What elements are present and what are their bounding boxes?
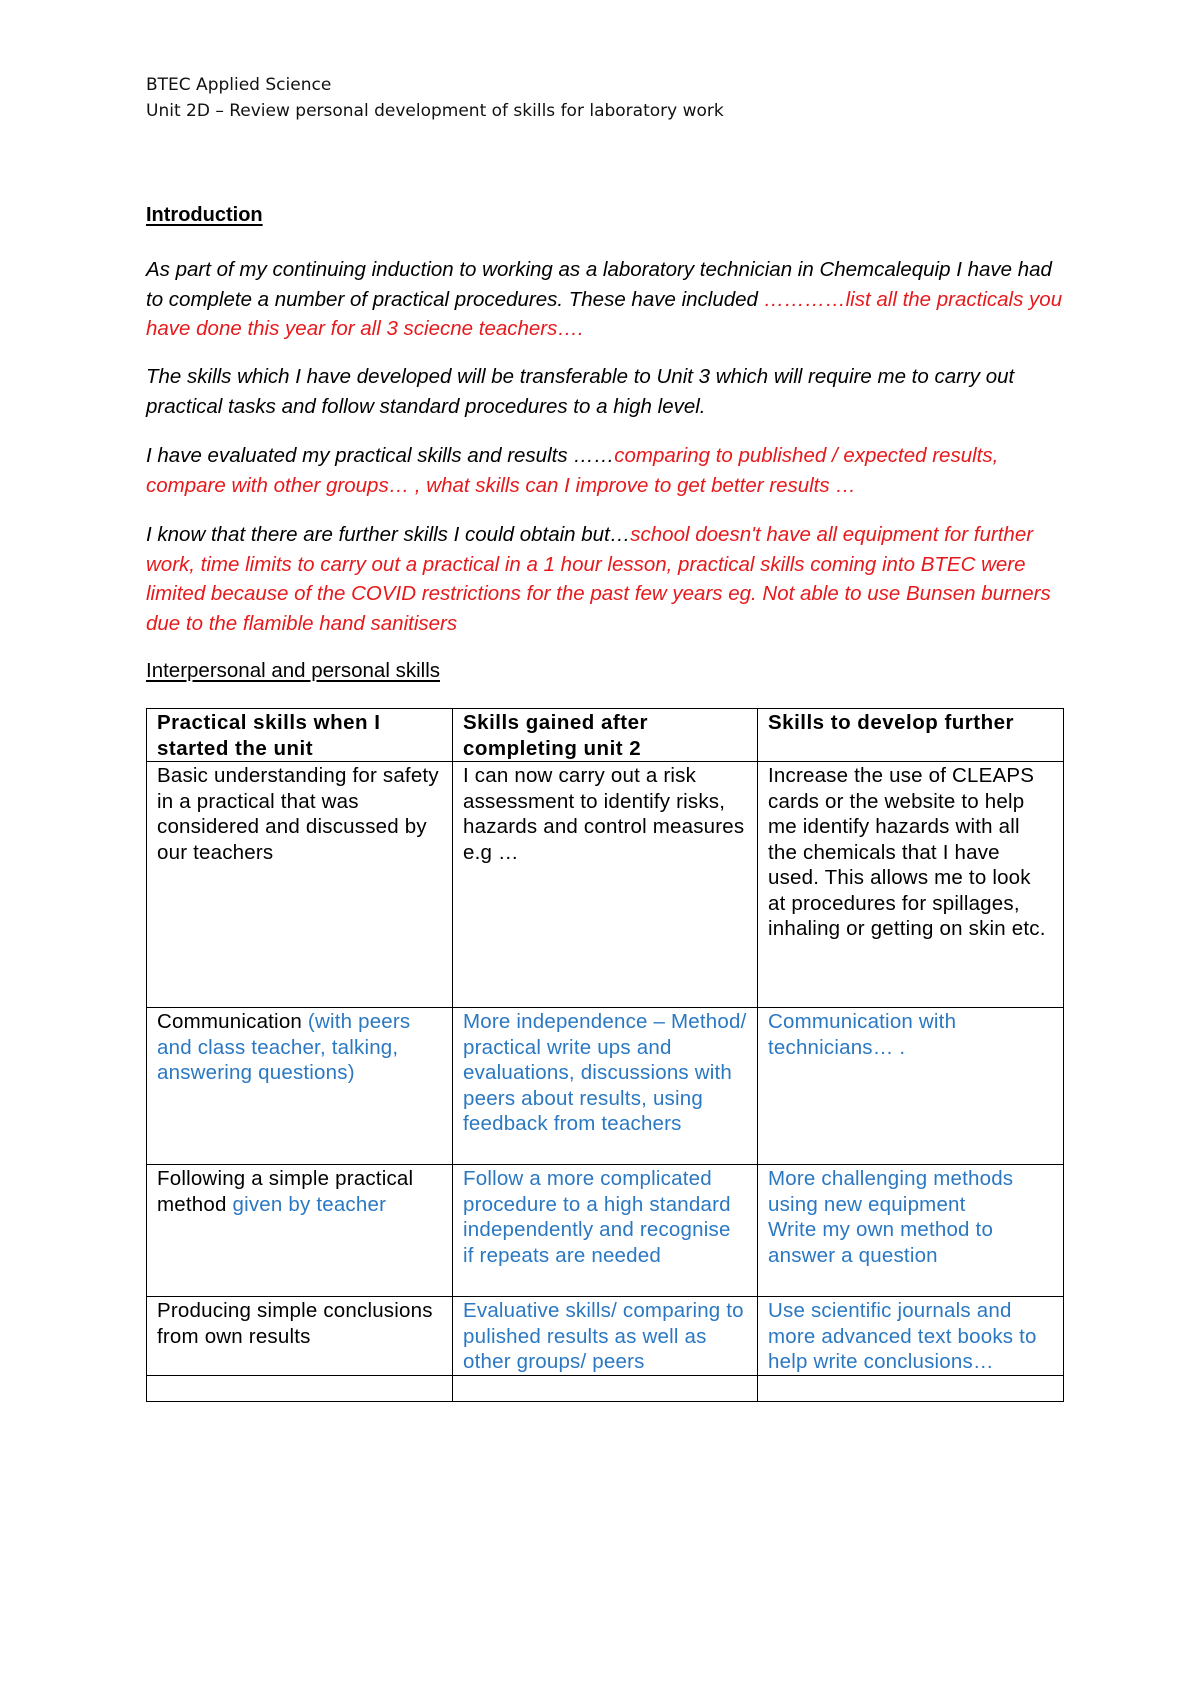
table-cell: Increase the use of CLEAPS cards or the website to help me identify hazards with all the chemicals that I have used. This allows me to look at procedures for spillages, inhaling or getting on skin etc. [758, 762, 1064, 1008]
table-cell [147, 1008, 453, 1165]
intro-p1-text: As part of my continuing induction to working as a laboratory technician in Chemcalequip I have had to complete a number of practical procedures. These have included [146, 258, 1052, 311]
intro-p3-guidance: comparing to published / expected results, compare with other groups… , what skills can I improve to get better results … [146, 444, 999, 497]
table-cell: Basic understanding for safety in a practical that was considered and discussed by our teachers [147, 762, 453, 1008]
table-row-empty [147, 1375, 1064, 1401]
intro-paragraph-further-skills [146, 520, 1066, 638]
document-header [146, 72, 724, 124]
column-header-gained-skills: Skills gained after completing unit 2 [453, 709, 758, 762]
table-row [147, 1165, 1064, 1297]
cell-text: Following a simple practical method [157, 1167, 414, 1216]
table-cell-empty[interactable] [758, 1375, 1064, 1401]
header-course-title: BTEC Applied Science [146, 75, 332, 95]
table-cell: Evaluative skills/ comparing to pulished results as well as other groups/ peers [453, 1297, 758, 1376]
intro-paragraph-evaluation [146, 441, 1066, 500]
intro-p4-guidance: school doesn't have all equipment for further work, time limits to carry out a practical in a 1 hour lesson, practical skills coming into BTEC were limited because of the COVID restrictions for the past few years eg. Not able to use Bunsen burners due to the flamible hand sanitisers [146, 523, 1051, 635]
cell-text-blue: (with peers and class teacher, talking, answering questions) [157, 1010, 411, 1084]
table-cell: More independence – Method/ practical write ups and evaluations, discussions with peers about results, using feedback from teachers [453, 1008, 758, 1165]
introduction-heading: Introduction [146, 204, 263, 226]
intro-p4-text: I know that there are further skills I could obtain but… [146, 523, 631, 546]
table-header-row [147, 709, 1064, 762]
cell-text-blue: given by teacher [232, 1192, 387, 1216]
skills-table [146, 708, 1064, 1402]
table-cell-empty[interactable] [453, 1375, 758, 1401]
section-title-interpersonal: Interpersonal and personal skills [146, 659, 440, 682]
table-cell: I can now carry out a risk assessment to identify risks, hazards and control measures e.g … [453, 762, 758, 1008]
column-header-start-skills: Practical skills when I started the unit [147, 709, 453, 762]
cell-text: Communication [157, 1010, 308, 1033]
header-unit-title: Unit 2D – Review personal development of skills for laboratory work [146, 101, 724, 121]
intro-p3-text: I have evaluated my practical skills and results …… [146, 444, 615, 467]
table-row [147, 1297, 1064, 1376]
intro-paragraph-transferable: The skills which I have developed will be transferable to Unit 3 which will require me to carry out practical tasks and follow standard procedures to a high level. [146, 365, 1015, 418]
table-row [147, 1008, 1064, 1165]
table-cell-empty[interactable] [147, 1375, 453, 1401]
cell-line: Write my own method to answer a question [768, 1218, 994, 1267]
table-cell: Communication with technicians… . [758, 1008, 1064, 1165]
table-cell [147, 1165, 453, 1297]
table-row [147, 762, 1064, 1008]
table-cell: Follow a more complicated procedure to a high standard independently and recognise if repeats are needed [453, 1165, 758, 1297]
table-cell [758, 1165, 1064, 1297]
intro-p1-guidance: …………list all the practicals you have done this year for all 3 sciecne teachers…. [146, 287, 1063, 340]
cell-line: More challenging methods using new equipment [768, 1167, 1014, 1216]
column-header-develop-further: Skills to develop further [758, 709, 1064, 762]
intro-paragraph-practicals [146, 255, 1066, 344]
table-cell: Producing simple conclusions from own results [147, 1297, 453, 1376]
table-cell: Use scientific journals and more advanced text books to help write conclusions… [758, 1297, 1064, 1376]
